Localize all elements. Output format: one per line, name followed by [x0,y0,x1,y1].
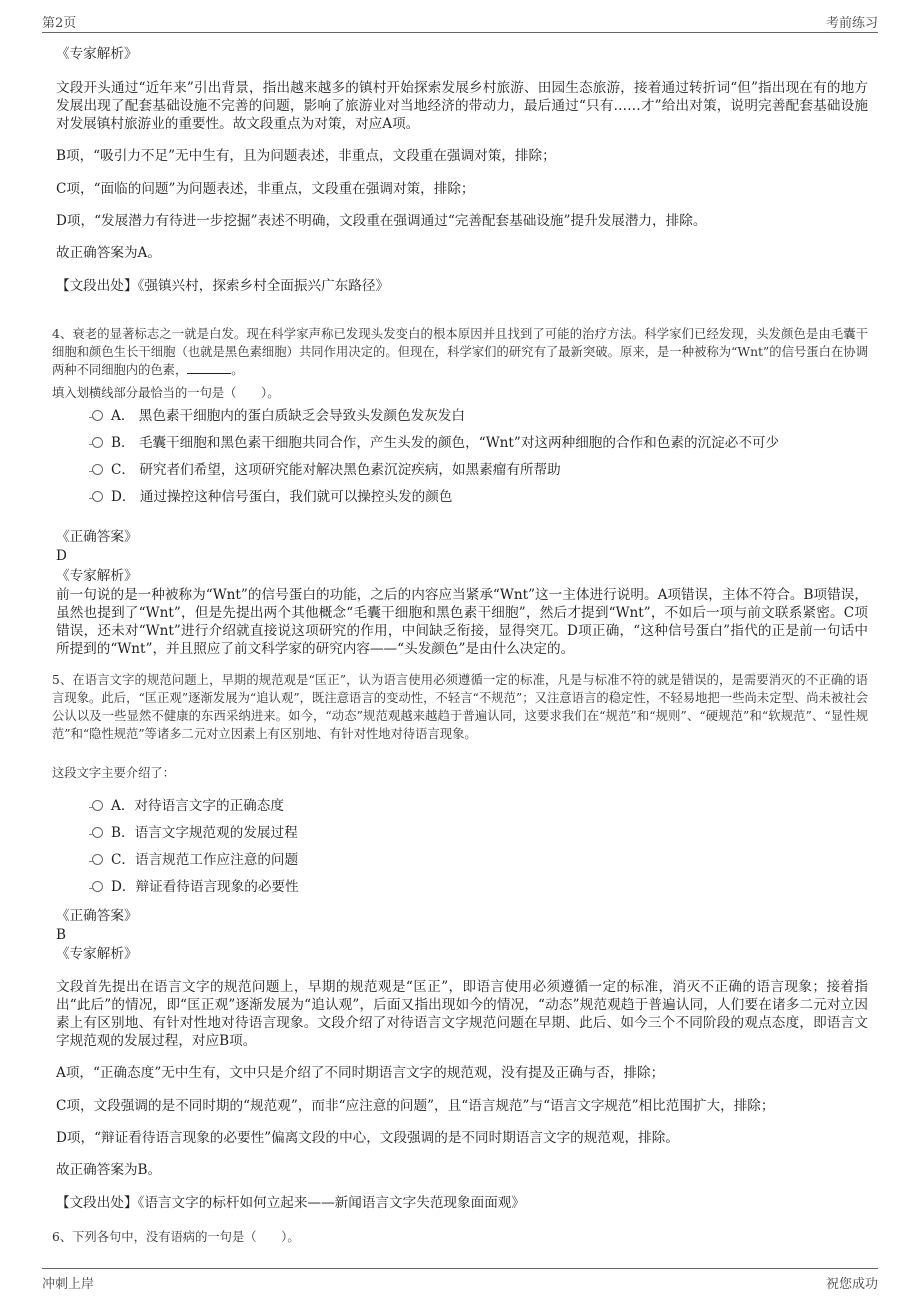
footer-left-text: 冲刺上岸 [42,1277,95,1292]
text-source: 【文段出处】《语言文字的标杆如何立起来——新闻语言文字失范现象面面观》 [56,1195,525,1211]
analysis-option-d: D项，“发展潜力有待进一步挖掘”表述不明确，文段重在强调通过“完善配套基础设施”提升发展潜力，排除。 [56,213,707,229]
page-header [42,10,878,33]
analysis-option-a: A项，“正确态度”无中生有，文中只是介绍了不同时期语言文字的规范观，没有提及正确与否，排除； [56,1065,665,1081]
option-c[interactable]: C． 研究者们希望，这项研究能对解决黑色素沉淀疾病，如黑素瘤有所帮助 [92,461,872,479]
question-6-stem: 6、下列各句中，没有语病的一句是（ ）。 [52,1230,300,1244]
radio-icon[interactable] [92,410,103,421]
analysis-option-c: C项，“面临的问题”为问题表述，非重点，文段重在强调对策，排除； [56,181,475,197]
correct-answer: D [56,548,67,564]
analysis-paragraph: 文段首先提出在语言文字的规范问题上，早期的规范观是“匡正”，即语言使用必须遵循一定的标准，消灭不正确的语言现象；接着指出“此后”的情况，即“匡正观”逐渐发展为“追认观”，后面又指出现如今的情况，“动态”规范观趋于普遍认同，人们要在诸多二元对立因素上有区别地、有针对性地对待语言现象。文段介绍了对待语言文字规范问题在早期、此后、如今三个不同阶段的观点态度，即语言文字规范观的发展过程，对应B项。 [56,979,868,1049]
answer-statement: 故正确答案为A。 [56,245,161,261]
analysis-option-b: B项，“吸引力不足”无中生有，且为问题表述，非重点，文段重在强调对策，排除； [56,148,556,164]
radio-icon[interactable] [92,800,103,811]
analysis-option-c: C项，文段强调的是不同时期的“规范观”，而非“应注意的问题”，且“语言规范”与“语言文字规范”相比范围扩大，排除； [56,1098,775,1114]
analysis-paragraph: 前一句说的是一种被称为“Wnt”的信号蛋白的功能，之后的内容应当紧承“Wnt”这一主体进行说明。A项错误，主体不符合。B项错误，虽然也提到了“Wnt”，但是先提出两个其他概念“毛囊干细胞和黑色素干细胞”，然后才提到“Wnt”，不如后一项与前文联系紧密。C项错误，还未对“Wnt”进行介绍就直接说这项研究的作用，中间缺乏衔接，显得突兀。D项正确，“这种信号蛋白”指代的正是前一句话中所提到的“Wnt”，并且照应了前文科学家的研究内容——“头发颜色”是由什么决定的。 [56,587,868,657]
radio-icon[interactable] [92,437,103,448]
fill-blank [187,361,231,374]
correct-answer-heading: 《正确答案》 [56,529,138,545]
analysis-option-d: D项，“辩证看待语言现象的必要性”偏离文段的中心，文段强调的是不同时期语言文字的规范观，排除。 [56,1130,679,1146]
expert-analysis-heading: 《专家解析》 [56,946,138,962]
page-number: 第2页 [42,16,77,31]
option-d[interactable]: D．辩证看待语言现象的必要性 [92,878,872,896]
question-5-prompt: 这段文字主要介绍了： [52,766,175,780]
option-a[interactable]: A． 黑色素干细胞内的蛋白质缺乏会导致头发颜色发灰发白 [92,407,872,425]
radio-icon[interactable] [92,854,103,865]
correct-answer-heading: 《正确答案》 [56,908,138,924]
page-footer [42,1268,878,1293]
question-5-stem: 5、在语言文字的规范问题上，早期的规范观是“匡正”，认为语言使用必须遵循一定的标准，凡是与标准不符的就是错误的，是需要消灭的不正确的语言现象。此后，“匡正观”逐渐发展为“追认观”，既注意语言的变动性，不轻言“不规范”；又注意语言的稳定性，不轻易地把一些尚未定型、尚未被社会公认以及一些显然不健康的东西采纳进来。如今，“动态”规范观越来越趋于普遍认同，这要求我们在“规范”和“规则”、“硬规范”和“软规范”、“显性规范”和“隐性规范”等诸多二元对立因素上有区别地、有针对性地对待语言现象。 [52,673,868,741]
option-b[interactable]: B．语言文字规范观的发展过程 [92,824,872,842]
header-title: 考前练习 [825,16,878,31]
question-4-stem: 4、衰老的显著标志之一就是白发。现在科学家声称已发现头发变白的根本原因并且找到了可能的治疗方法。科学家们已经发现，头发颜色是由毛囊干细胞和颜色生长干细胞（也就是黑色素细胞）共同作用决定的。但现在，科学家们的研究有了最新突破。原来，是一种被称为“Wnt”的信号蛋白在协调两种不同细胞内的色素， 。 [52,327,868,377]
option-c[interactable]: C．语言规范工作应注意的问题 [92,851,872,869]
option-a[interactable]: A．对待语言文字的正确态度 [92,797,872,815]
radio-icon[interactable] [92,491,103,502]
option-d[interactable]: D． 通过操控这种信号蛋白，我们就可以操控头发的颜色 [92,488,872,506]
option-b[interactable]: B． 毛囊干细胞和黑色素干细胞共同合作，产生头发的颜色，“Wnt”对这两种细胞的合作和色素的沉淀必不可少 [92,434,872,452]
expert-analysis-heading: 《专家解析》 [56,568,138,584]
correct-answer: B [56,927,66,943]
analysis-paragraph: 文段开头通过“近年来”引出背景，指出越来越多的镇村开始探索发展乡村旅游、田园生态旅游，接着通过转折词“但”指出现在有的地方发展出现了配套基础设施不完善的问题，影响了旅游业对当地经济的带动力，最后通过“只有……才”给出对策，说明完善配套基础设施对发展镇村旅游业的重要性。故文段重点为对策，对应A项。 [56,80,868,132]
radio-icon[interactable] [92,881,103,892]
text-source: 【文段出处】《强镇兴村，探索乡村全面振兴广东路径》 [56,278,390,294]
footer-right-text: 祝您成功 [825,1277,878,1292]
expert-analysis-heading: 《专家解析》 [56,46,138,62]
radio-icon[interactable] [92,464,103,475]
radio-icon[interactable] [92,827,103,838]
question-4-prompt: 填入划横线部分最恰当的一句是（ ）。 [52,386,280,400]
answer-statement: 故正确答案为B。 [56,1162,162,1178]
